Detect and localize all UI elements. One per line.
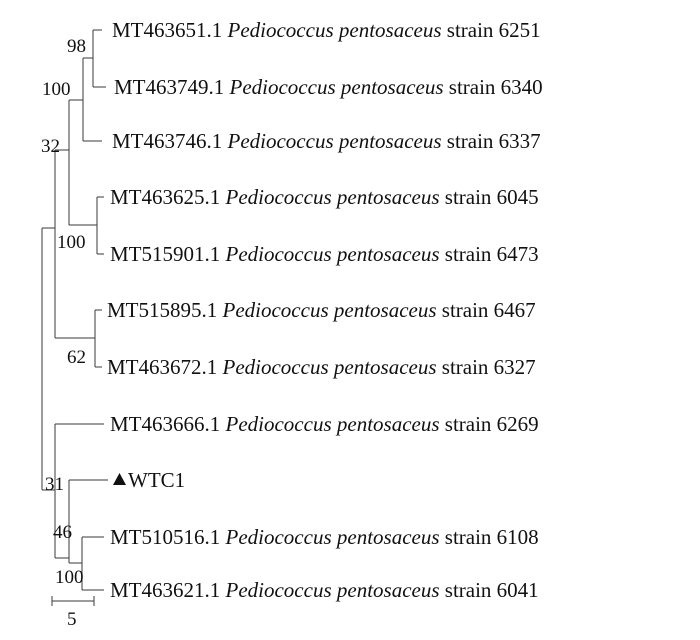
leaf-species: Pediococcus pentosaceus	[225, 412, 440, 436]
tree-branches	[42, 30, 108, 590]
leaf-strain: strain 6473	[444, 242, 539, 266]
leaf-species: Pediococcus pentosaceus	[227, 18, 442, 42]
leaf-accession: MT463746.1	[112, 129, 223, 153]
leaf-strain: strain 6045	[444, 185, 539, 209]
bootstrap-value-31: 31	[45, 474, 64, 495]
leaf-strain: strain 6337	[446, 129, 541, 153]
leaf-species: Pediococcus pentosaceus	[225, 578, 440, 602]
leaf-label-6337	[112, 129, 541, 153]
leaf-species: Pediococcus pentosaceus	[227, 129, 442, 153]
leaf-label-6041	[110, 578, 539, 602]
leaf-accession: MT463666.1	[110, 412, 221, 436]
scale-bar	[52, 596, 94, 630]
leaf-species: Pediococcus pentosaceus	[225, 242, 440, 266]
leaf-accession: MT463672.1	[107, 355, 218, 379]
leaf-label-6473	[110, 242, 539, 266]
leaf-species: Pediococcus pentosaceus	[225, 185, 440, 209]
bootstrap-value-98: 98	[67, 36, 86, 57]
leaf-species: Pediococcus pentosaceus	[229, 75, 444, 99]
leaf-accession: WTC1	[128, 468, 186, 492]
leaf-accession: MT463651.1	[112, 18, 223, 42]
leaf-labels	[107, 18, 543, 602]
leaf-strain: strain 6340	[448, 75, 543, 99]
leaf-species: Pediococcus pentosaceus	[222, 298, 437, 322]
bootstrap-value-46: 46	[53, 522, 72, 543]
scale-bar-label: 5	[67, 609, 77, 630]
leaf-label-6045	[110, 185, 539, 209]
leaf-label-6269	[110, 412, 539, 436]
leaf-accession: MT463749.1	[114, 75, 225, 99]
leaf-strain: strain 6251	[446, 18, 541, 42]
leaf-strain: strain 6327	[441, 355, 536, 379]
leaf-label-6340	[114, 75, 543, 99]
leaf-strain: strain 6467	[441, 298, 536, 322]
triangle-marker-icon	[113, 473, 126, 485]
leaf-strain: strain 6041	[444, 578, 539, 602]
leaf-label-6467	[107, 298, 536, 322]
bootstrap-values	[41, 36, 86, 588]
bootstrap-value-100c: 100	[55, 567, 84, 588]
leaf-accession: MT515895.1	[107, 298, 218, 322]
bootstrap-value-100a: 100	[42, 79, 71, 100]
leaf-accession: MT510516.1	[110, 525, 221, 549]
leaf-label-6327	[107, 355, 536, 379]
leaf-accession: MT515901.1	[110, 242, 221, 266]
leaf-species: Pediococcus pentosaceus	[225, 525, 440, 549]
leaf-species: Pediococcus pentosaceus	[222, 355, 437, 379]
bootstrap-value-62: 62	[67, 347, 86, 368]
leaf-accession: MT463625.1	[110, 185, 221, 209]
leaf-strain: strain 6108	[444, 525, 539, 549]
leaf-label-6251	[112, 18, 541, 42]
bootstrap-value-32: 32	[41, 136, 60, 157]
bootstrap-value-100b: 100	[57, 232, 86, 253]
leaf-label-6108	[110, 525, 539, 549]
leaf-strain: strain 6269	[444, 412, 539, 436]
leaf-accession: MT463621.1	[110, 578, 221, 602]
leaf-label-wtc1	[113, 468, 185, 492]
